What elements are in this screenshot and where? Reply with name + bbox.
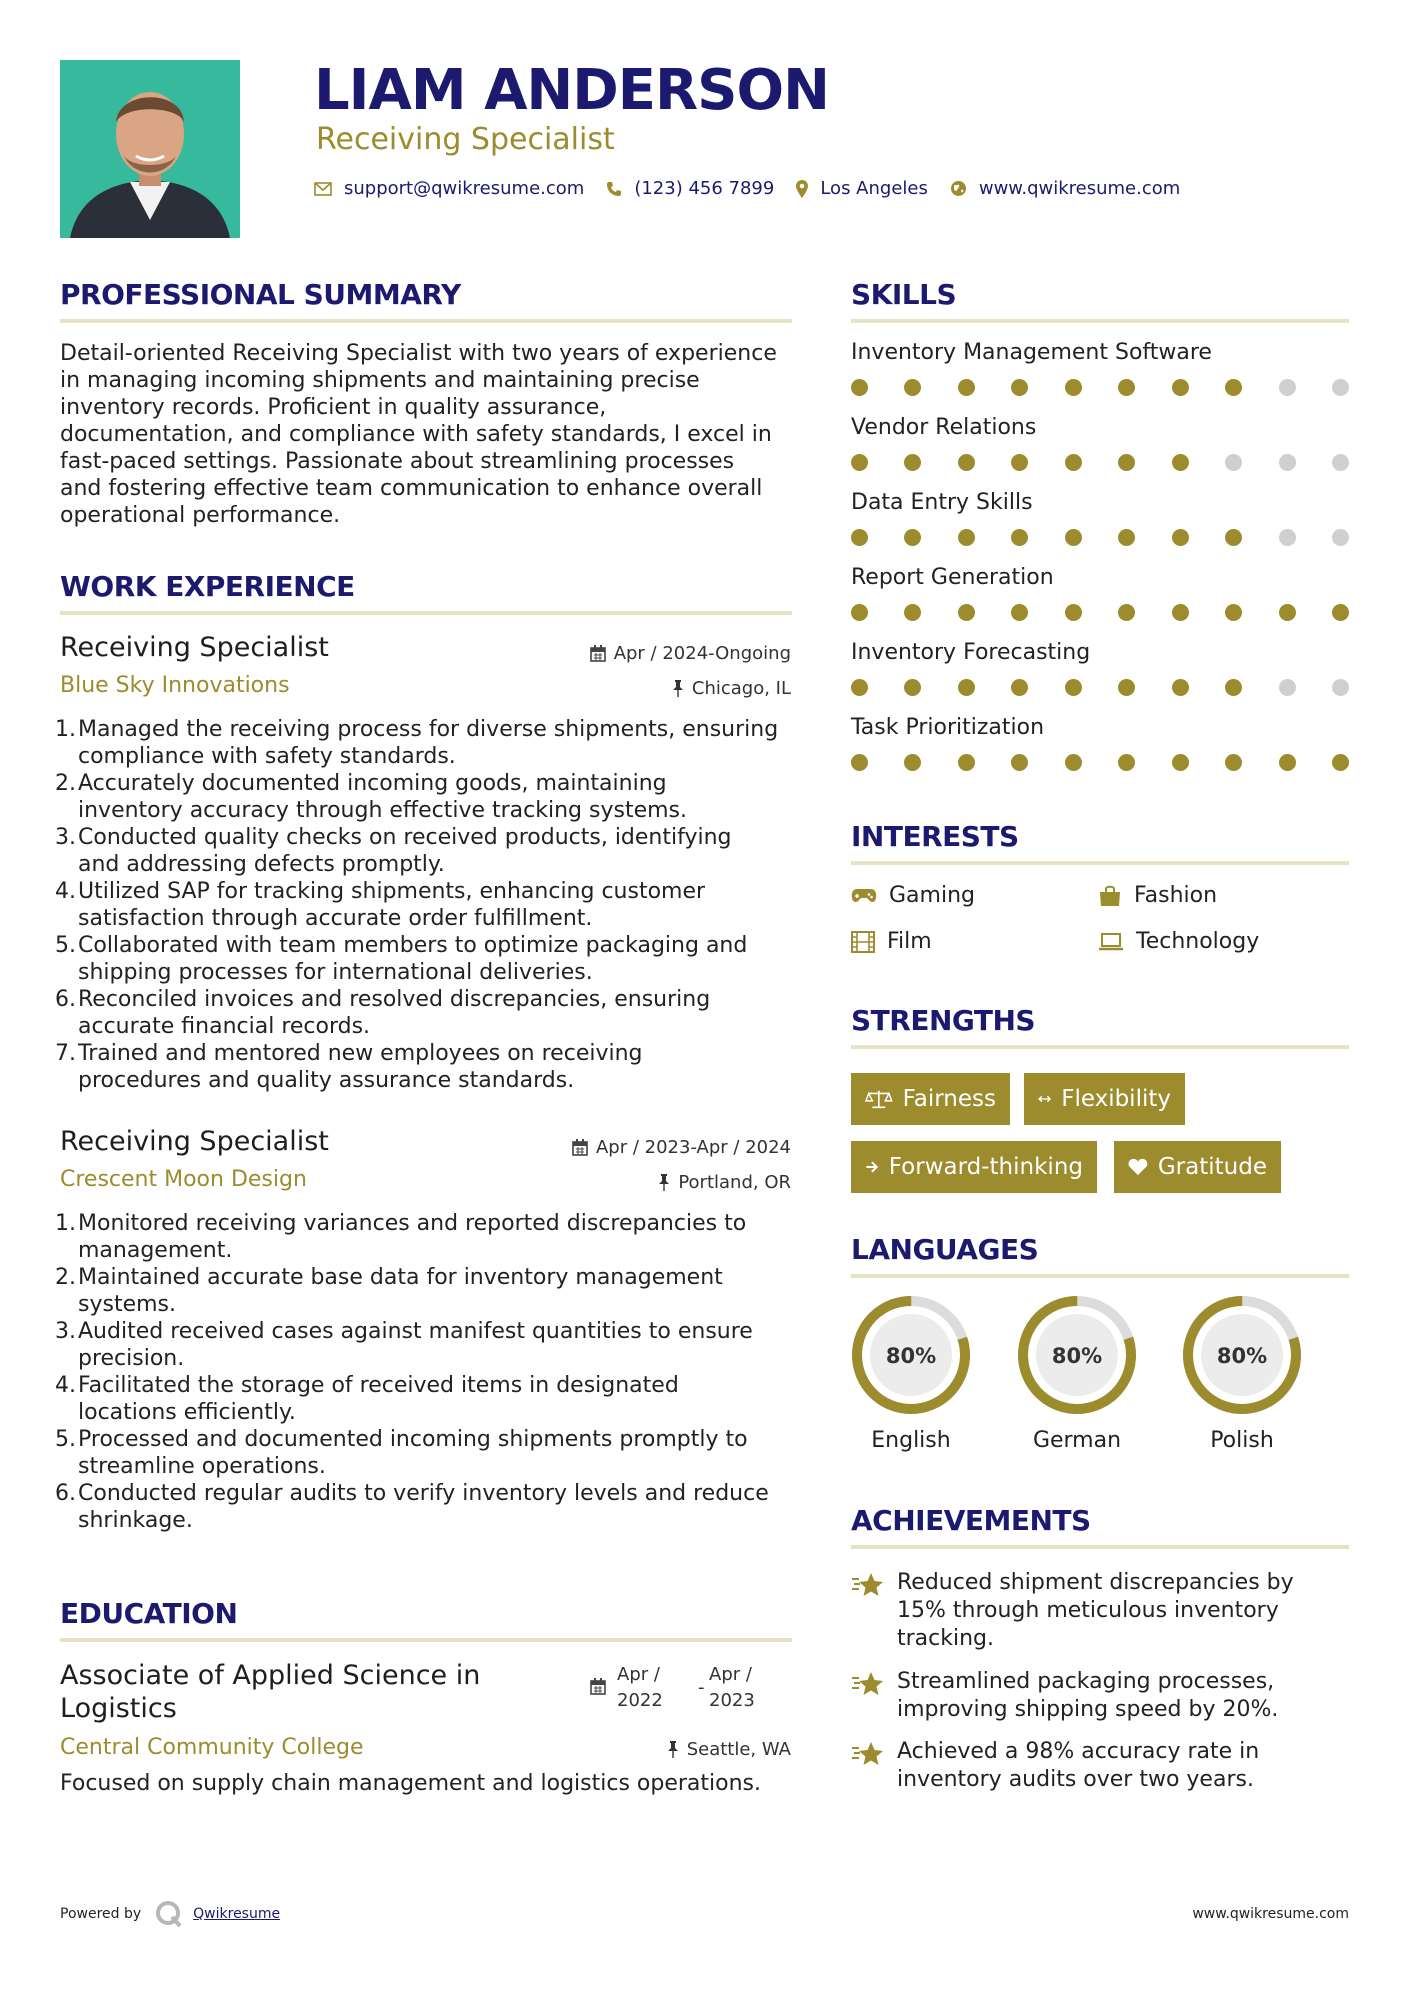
languages-heading: LANGUAGES bbox=[851, 1233, 1039, 1266]
phone-icon bbox=[606, 181, 622, 197]
rating-dot-filled bbox=[1011, 454, 1028, 471]
edu-end: Apr / 2023 bbox=[709, 1664, 755, 1711]
phone-text: (123) 456 7899 bbox=[634, 178, 775, 199]
rating-dot-filled bbox=[1279, 754, 1296, 771]
rating-dot-empty bbox=[1279, 379, 1296, 396]
rating-dot-filled bbox=[958, 679, 975, 696]
calendar-icon bbox=[590, 645, 606, 662]
laptop-icon bbox=[1098, 933, 1124, 951]
strengths-heading: STRENGTHS bbox=[851, 1004, 1036, 1037]
rating-dot-filled bbox=[1011, 379, 1028, 396]
list-item: 3. Audited received cases against manifest quantities to ensure precision. bbox=[55, 1319, 753, 1371]
website-text: www.qwikresume.com bbox=[978, 178, 1181, 199]
powered-by-text: Powered by bbox=[60, 1906, 142, 1922]
rating-dot-filled bbox=[1172, 379, 1189, 396]
star-icon bbox=[851, 1670, 885, 1698]
interest-item bbox=[1098, 929, 1259, 954]
rating-dot-filled bbox=[851, 379, 868, 396]
rating-dot-filled bbox=[1118, 604, 1135, 621]
edu-dash: - bbox=[698, 1677, 705, 1698]
interest-item bbox=[851, 883, 975, 908]
rating-dot-filled bbox=[1225, 379, 1242, 396]
degree-line: Associate of Applied Science in bbox=[60, 1660, 481, 1691]
rating-dot-filled bbox=[904, 604, 921, 621]
edu-start: Apr / 2022 bbox=[617, 1664, 663, 1711]
skills-heading: SKILLS bbox=[851, 278, 957, 311]
skill-name: Inventory Forecasting bbox=[851, 640, 1091, 665]
gauge-percent-label: 80% bbox=[1051, 1344, 1103, 1368]
job-location-text: Portland, OR bbox=[678, 1172, 791, 1193]
list-item: 5. Processed and documented incoming shipments promptly to streamline operations. bbox=[55, 1427, 748, 1479]
interest-label: Gaming bbox=[889, 883, 975, 908]
degree-title bbox=[60, 1659, 480, 1725]
job-location bbox=[658, 1172, 791, 1193]
rating-dot-empty bbox=[1225, 454, 1242, 471]
skill-rating bbox=[851, 529, 1349, 546]
rating-dot-filled bbox=[1279, 604, 1296, 621]
summary-line: operational performance. bbox=[60, 503, 341, 528]
map-marker-icon bbox=[796, 180, 808, 198]
strength-label: Forward-thinking bbox=[888, 1154, 1083, 1180]
contact-phone[interactable] bbox=[606, 178, 774, 199]
footer-powered-by bbox=[60, 1900, 280, 1928]
list-item: 4. Utilized SAP for tracking shipments, enhancing customer satisfaction through accurate order fulfillment. bbox=[55, 879, 706, 931]
star-icon bbox=[851, 1740, 885, 1768]
interest-item bbox=[851, 929, 932, 954]
strength-tag bbox=[1114, 1141, 1281, 1193]
rating-dot-filled bbox=[1118, 379, 1135, 396]
experience-heading: WORK EXPERIENCE bbox=[60, 570, 355, 603]
rating-dot-filled bbox=[1118, 454, 1135, 471]
rating-dot-filled bbox=[1332, 754, 1349, 771]
globe-icon bbox=[950, 180, 967, 197]
interests-divider bbox=[851, 861, 1349, 865]
summary-divider bbox=[60, 319, 792, 323]
film-icon bbox=[851, 931, 875, 953]
summary-line: inventory records. Proficient in quality assurance, bbox=[60, 395, 607, 420]
rating-dot-filled bbox=[1011, 679, 1028, 696]
summary-heading: PROFESSIONAL SUMMARY bbox=[60, 278, 461, 311]
rating-dot-filled bbox=[1118, 679, 1135, 696]
rating-dot-empty bbox=[1279, 529, 1296, 546]
contact-location bbox=[796, 178, 928, 199]
rating-dot-empty bbox=[1332, 679, 1349, 696]
rating-dot-filled bbox=[1011, 604, 1028, 621]
skill-name: Vendor Relations bbox=[851, 415, 1037, 440]
rating-dot-filled bbox=[851, 604, 868, 621]
heart-icon bbox=[1128, 1157, 1148, 1177]
contact-bar bbox=[314, 178, 1202, 199]
interest-label: Technology bbox=[1136, 929, 1260, 954]
strength-label: Flexibility bbox=[1061, 1086, 1171, 1112]
strength-label: Gratitude bbox=[1157, 1154, 1267, 1180]
envelope-icon bbox=[314, 182, 332, 196]
summary-line: documentation, and compliance with safety standards, I excel in bbox=[60, 422, 772, 447]
rating-dot-filled bbox=[1118, 754, 1135, 771]
rating-dot-filled bbox=[1011, 754, 1028, 771]
skill-name: Task Prioritization bbox=[851, 715, 1045, 740]
rating-dot-filled bbox=[1172, 679, 1189, 696]
education-description: Focused on supply chain management and logistics operations. bbox=[60, 1771, 761, 1796]
company-name: Crescent Moon Design bbox=[60, 1167, 307, 1192]
gamepad-icon bbox=[851, 888, 877, 904]
shopping-bag-icon bbox=[1098, 885, 1122, 907]
language-gauge bbox=[849, 1293, 973, 1421]
rating-dot-empty bbox=[1279, 454, 1296, 471]
rating-dot-filled bbox=[1332, 604, 1349, 621]
calendar-icon bbox=[590, 1678, 606, 1695]
rating-dot-filled bbox=[851, 454, 868, 471]
language-name: German bbox=[1032, 1428, 1122, 1453]
star-icon bbox=[851, 1571, 885, 1599]
skill-name: Report Generation bbox=[851, 565, 1054, 590]
degree-line: Logistics bbox=[60, 1693, 177, 1724]
skills-divider bbox=[851, 319, 1349, 323]
summary-text bbox=[60, 340, 795, 529]
location-text: Los Angeles bbox=[820, 178, 928, 199]
balance-scale-icon bbox=[865, 1088, 893, 1110]
arrows-horizontal-icon bbox=[1038, 1092, 1051, 1106]
job-dates-text: Apr / 2023-Apr / 2024 bbox=[595, 1137, 791, 1158]
education-heading: EDUCATION bbox=[60, 1597, 238, 1630]
list-item: 1. Managed the receiving process for diverse shipments, ensuring compliance with safety standards. bbox=[55, 717, 779, 769]
rating-dot-filled bbox=[1172, 529, 1189, 546]
achievement-item: Achieved a 98% accuracy rate in inventory audits over two years. bbox=[851, 1738, 1311, 1794]
contact-website[interactable] bbox=[950, 178, 1180, 199]
list-item: 3. Conducted quality checks on received products, identifying and addressing defects promptly. bbox=[55, 825, 732, 877]
school-name: Central Community College bbox=[60, 1735, 364, 1760]
job-location-text: Chicago, IL bbox=[691, 678, 791, 699]
brand-link[interactable]: Qwikresume bbox=[193, 1906, 281, 1922]
achievements-divider bbox=[851, 1545, 1349, 1549]
job-title: Receiving Specialist bbox=[60, 1126, 329, 1157]
rating-dot-filled bbox=[958, 754, 975, 771]
rating-dot-filled bbox=[1118, 529, 1135, 546]
pushpin-icon bbox=[672, 680, 684, 697]
rating-dot-filled bbox=[1225, 604, 1242, 621]
rating-dot-filled bbox=[1225, 754, 1242, 771]
summary-line: fast-paced settings. Passionate about streamlining processes bbox=[60, 449, 735, 474]
job-dates bbox=[572, 1137, 791, 1158]
skill-rating bbox=[851, 754, 1349, 771]
skill-rating bbox=[851, 604, 1349, 621]
skill-name: Data Entry Skills bbox=[851, 490, 1033, 515]
rating-dot-filled bbox=[1172, 604, 1189, 621]
calendar-icon bbox=[572, 1139, 588, 1156]
experience-divider bbox=[60, 611, 792, 615]
duty-list bbox=[55, 716, 800, 1094]
skill-rating bbox=[851, 679, 1349, 696]
pushpin-icon bbox=[667, 1741, 679, 1758]
rating-dot-filled bbox=[851, 754, 868, 771]
candidate-title: Receiving Specialist bbox=[316, 122, 615, 157]
skill-name: Inventory Management Software bbox=[851, 340, 1212, 365]
rating-dot-filled bbox=[958, 379, 975, 396]
skill-rating bbox=[851, 379, 1349, 396]
rating-dot-filled bbox=[1011, 529, 1028, 546]
interest-item bbox=[1098, 883, 1217, 908]
achievement-item: Streamlined packaging processes, improving shipping speed by 20%. bbox=[851, 1668, 1311, 1724]
pushpin-icon bbox=[658, 1174, 670, 1191]
summary-line: and fostering effective team communication to enhance overall bbox=[60, 476, 763, 501]
rating-dot-filled bbox=[904, 679, 921, 696]
strength-tag bbox=[851, 1073, 1010, 1125]
rating-dot-filled bbox=[958, 604, 975, 621]
interest-label: Fashion bbox=[1134, 883, 1218, 908]
email-text: support@qwikresume.com bbox=[344, 178, 585, 199]
qwikresume-logo-icon bbox=[155, 1900, 183, 1928]
rating-dot-filled bbox=[1065, 754, 1082, 771]
list-item: 1. Monitored receiving variances and reported discrepancies to management. bbox=[55, 1211, 747, 1263]
rating-dot-filled bbox=[904, 754, 921, 771]
rating-dot-filled bbox=[1225, 529, 1242, 546]
summary-line: Detail-oriented Receiving Specialist with two years of experience bbox=[60, 341, 777, 366]
rating-dot-filled bbox=[904, 454, 921, 471]
job-title: Receiving Specialist bbox=[60, 632, 329, 663]
achievement-item: Reduced shipment discrepancies by 15% through meticulous inventory tracking. bbox=[851, 1569, 1311, 1653]
rating-dot-filled bbox=[958, 454, 975, 471]
rating-dot-filled bbox=[904, 379, 921, 396]
rating-dot-filled bbox=[1065, 604, 1082, 621]
rating-dot-filled bbox=[958, 529, 975, 546]
strength-tag bbox=[851, 1141, 1097, 1193]
rating-dot-filled bbox=[1225, 679, 1242, 696]
strength-label: Fairness bbox=[902, 1086, 996, 1112]
language-gauge bbox=[1015, 1293, 1139, 1421]
contact-email[interactable] bbox=[314, 178, 584, 199]
rating-dot-filled bbox=[904, 529, 921, 546]
footer-url[interactable]: www.qwikresume.com bbox=[1192, 1906, 1349, 1922]
arrow-right-icon bbox=[865, 1158, 879, 1176]
education-location bbox=[667, 1739, 791, 1760]
job-dates bbox=[590, 643, 791, 664]
strength-tag bbox=[1024, 1073, 1185, 1125]
summary-line: in managing incoming shipments and maintaining precise bbox=[60, 368, 700, 393]
company-name: Blue Sky Innovations bbox=[60, 673, 290, 698]
profile-photo bbox=[60, 60, 240, 238]
list-item: 2. Maintained accurate base data for inventory management systems. bbox=[55, 1265, 723, 1317]
gauge-percent-label: 80% bbox=[885, 1344, 937, 1368]
duty-list bbox=[55, 1210, 800, 1534]
rating-dot-filled bbox=[851, 529, 868, 546]
interest-label: Film bbox=[887, 929, 932, 954]
rating-dot-empty bbox=[1332, 529, 1349, 546]
list-item: 5. Collaborated with team members to optimize packaging and shipping processes for international deliveries. bbox=[55, 933, 748, 985]
rating-dot-filled bbox=[1172, 754, 1189, 771]
language-name: English bbox=[871, 1428, 951, 1453]
rating-dot-empty bbox=[1332, 454, 1349, 471]
rating-dot-filled bbox=[1065, 454, 1082, 471]
list-item: 6. Conducted regular audits to verify inventory levels and reduce shrinkage. bbox=[55, 1481, 769, 1533]
strengths-divider bbox=[851, 1045, 1349, 1049]
languages-divider bbox=[851, 1274, 1349, 1278]
skill-rating bbox=[851, 454, 1349, 471]
interests-heading: INTERESTS bbox=[851, 820, 1019, 853]
rating-dot-empty bbox=[1279, 679, 1296, 696]
list-item: 4. Facilitated the storage of received items in designated locations efficiently. bbox=[55, 1373, 679, 1425]
rating-dot-filled bbox=[851, 679, 868, 696]
gauge-percent-label: 80% bbox=[1216, 1344, 1268, 1368]
education-divider bbox=[60, 1638, 792, 1642]
education-location-text: Seattle, WA bbox=[686, 1739, 791, 1760]
achievements-heading: ACHIEVEMENTS bbox=[851, 1504, 1091, 1537]
rating-dot-empty bbox=[1332, 379, 1349, 396]
candidate-name: LIAM ANDERSON bbox=[314, 58, 829, 123]
rating-dot-filled bbox=[1065, 679, 1082, 696]
list-item: 2. Accurately documented incoming goods, maintaining inventory accuracy through effective tracking systems. bbox=[55, 771, 687, 823]
rating-dot-filled bbox=[1065, 379, 1082, 396]
job-location bbox=[672, 678, 791, 699]
rating-dot-filled bbox=[1065, 529, 1082, 546]
job-dates-text: Apr / 2024-Ongoing bbox=[613, 643, 791, 664]
list-item: 7. Trained and mentored new employees on receiving procedures and quality assurance standards. bbox=[55, 1041, 643, 1093]
language-gauge bbox=[1180, 1293, 1304, 1421]
language-name: Polish bbox=[1210, 1428, 1274, 1453]
list-item: 6. Reconciled invoices and resolved discrepancies, ensuring accurate financial records. bbox=[55, 987, 711, 1039]
rating-dot-filled bbox=[1172, 454, 1189, 471]
